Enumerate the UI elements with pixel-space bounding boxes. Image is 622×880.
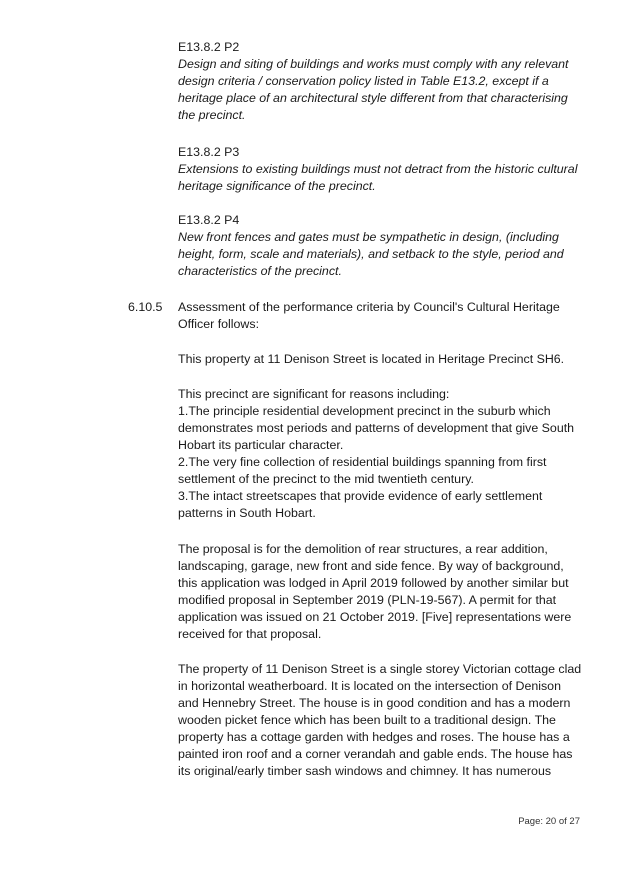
list-item: 1.The principle residential development precinct in the suburb which demonstrates most periods and patterns of development that give South Hobart its particular character.: [178, 404, 575, 452]
criterion-code: E13.8.2 P4: [178, 213, 240, 227]
page-number: Page: 20 of 27: [518, 816, 580, 827]
proposal-paragraph: [178, 541, 583, 643]
significance-lead: This precinct are significant for reasons including:: [178, 387, 450, 401]
criterion-code: E13.8.2 P3: [178, 145, 240, 159]
location-text: This property at 11 Denison Street is located in Heritage Precinct SH6.: [178, 352, 565, 366]
criterion-p3: [178, 144, 583, 195]
list-item: 2.The very fine collection of residential buildings spanning from first settlement of the precinct to the mid twentieth century.: [178, 455, 547, 486]
criterion-p2: [178, 39, 583, 124]
list-item: 3.The intact streetscapes that provide evidence of early settlement patterns in South Hobart.: [178, 489, 543, 520]
criterion-p4: [178, 212, 583, 280]
section-intro-text: Assessment of the performance criteria by Council's Cultural Heritage Officer follows:: [178, 300, 560, 331]
criterion-code: E13.8.2 P2: [178, 40, 240, 54]
criterion-text: Extensions to existing buildings must not detract from the historic cultural heritage significance of the precinct.: [178, 162, 578, 193]
criterion-text: New front fences and gates must be sympathetic in design, (including height, form, scale and materials), and setback to the style, period and characteristics of the precinct.: [178, 230, 564, 278]
section-number: 6.10.5: [128, 300, 163, 314]
location-paragraph: [178, 351, 583, 368]
significance-list: [178, 386, 583, 522]
property-paragraph: [178, 661, 583, 780]
criterion-text: Design and siting of buildings and works must comply with any relevant design criteria / conservation policy listed in Table E13.2, except if a heritage place of an architectural style different from that characterising the precinct.: [178, 57, 569, 122]
section-intro: [178, 299, 583, 333]
proposal-text: The proposal is for the demolition of rear structures, a rear addition, landscaping, garage, new front and side fence. By way of background, this application was lodged in April 2019 followed by another similar but modified proposal in September 2019 (PLN-19-567). A permit for that application was issued on 21 October 2019. [Five] representations were received for that proposal.: [178, 542, 572, 641]
property-text: The property of 11 Denison Street is a single storey Victorian cottage clad in horizontal weatherboard. It is located on the intersection of Denison and Hennebry Street. The house is in good condition and has a modern wooden picket fence which has been built to a traditional design. The property has a cottage garden with hedges and roses. The house has a painted iron roof and a corner verandah and gable ends. The house has its original/early timber sash windows and chimney. It has numerous: [178, 662, 582, 778]
